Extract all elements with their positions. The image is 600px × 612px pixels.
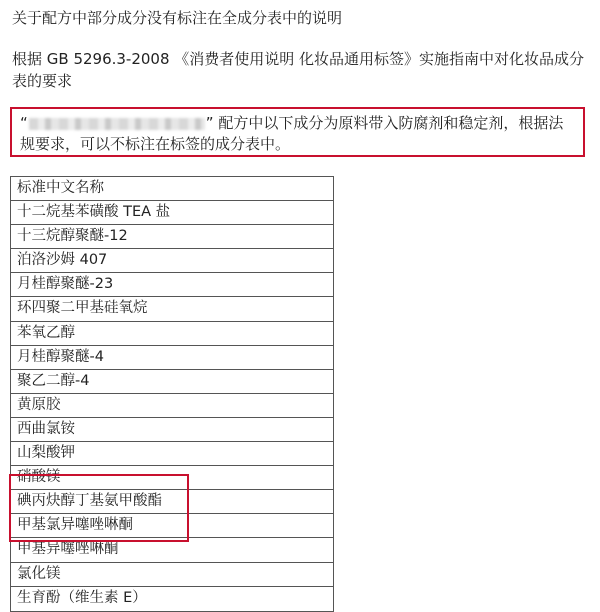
intro-paragraph: 根据 GB 5296.3-2008 《消费者使用说明 化妆品通用标签》实施指南中对化妆品成分表的要求	[12, 50, 585, 90]
notice-box	[10, 107, 585, 157]
table-header: 标准中文名称	[11, 177, 333, 201]
table-row: 硝酸镁	[11, 466, 333, 490]
table-row: 生育酚（维生素 E）	[17, 589, 147, 606]
table-row: 泊洛沙姆 407	[11, 249, 333, 273]
table-row: 碘丙炔醇丁基氨甲酸酯	[11, 490, 333, 514]
open-quote: “	[20, 114, 28, 132]
redacted-product-name	[29, 118, 205, 130]
table-row: 氯化镁	[11, 563, 333, 587]
notice-text: 配方中以下成分为原料带入防腐剂和稳定剂，根据法规要求，可以不标注在标签的成分表中。	[20, 114, 564, 153]
close-quote: ”	[205, 114, 214, 132]
table-row: 环四聚二甲基硅氧烷	[11, 297, 333, 321]
table-row: 十二烷基苯磺酸 TEA 盐	[11, 201, 333, 225]
table-row: 甲基异噻唑啉酮	[11, 538, 333, 562]
table-row: 苯氧乙醇	[11, 322, 333, 346]
table-row: 聚乙二醇-4	[11, 370, 333, 394]
ingredient-table	[10, 176, 334, 612]
table-row: 黄原胶	[11, 394, 333, 418]
table-row: 西曲氯铵	[11, 418, 333, 442]
document-title: 关于配方中部分成分没有标注在全成分表中的说明	[12, 9, 343, 27]
table-row: 山梨酸钾	[11, 442, 333, 466]
table-row: 十三烷醇聚醚-12	[11, 225, 333, 249]
table-row: 甲基氯异噻唑啉酮	[11, 514, 333, 538]
table-row: 月桂醇聚醚-4	[11, 346, 333, 370]
table-row: 月桂醇聚醚-23	[11, 273, 333, 297]
